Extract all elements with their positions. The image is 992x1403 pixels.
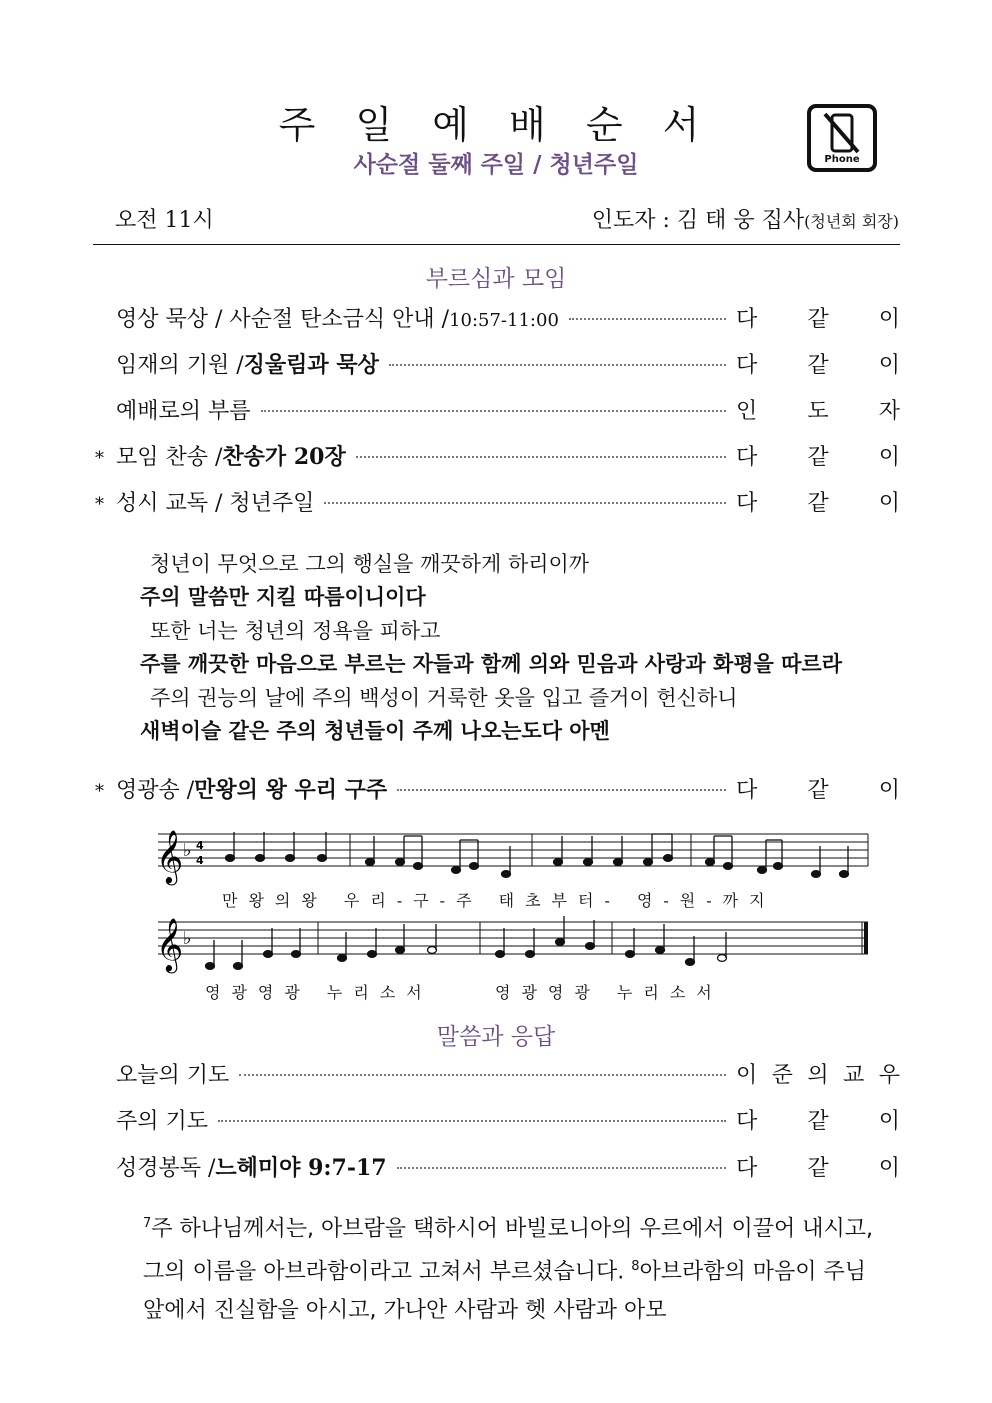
order-item <box>95 302 900 334</box>
verse-number: 8 <box>631 1259 640 1275</box>
order-item-performer: 다 같 이 <box>736 778 900 803</box>
leader-dots <box>397 1167 726 1169</box>
standing-mark: * <box>95 781 104 802</box>
treble-clef-icon: 𝄞 <box>156 829 184 883</box>
order-item-performer: 다 같 이 <box>736 491 900 516</box>
service-time: 오전 11시 <box>115 208 214 233</box>
svg-text:4: 4 <box>196 854 204 867</box>
order-item-performer: 인 도 자 <box>736 399 900 424</box>
order-item <box>95 348 900 380</box>
order-item-performer: 다 같 이 <box>736 1156 900 1181</box>
leader-name: 인도자 : 김 태 웅 집사 <box>591 208 805 233</box>
order-item-performer: 이 준 의 교 우 <box>736 1063 900 1088</box>
worship-leader <box>592 203 899 234</box>
verse-number: 7 <box>143 1216 152 1231</box>
reading-leader-line: 주의 권능의 날에 주의 백성이 거룩한 옷을 입고 즐거이 헌신하니 <box>150 686 738 710</box>
flat-icon: ♭ <box>183 840 192 861</box>
order-item <box>95 440 900 472</box>
leader-dots <box>218 1120 726 1122</box>
reading-leader-line: 청년이 무엇으로 그의 행실을 깨끗하게 하리이까 <box>150 552 590 576</box>
header-divider <box>93 244 900 245</box>
order-item-performer: 다 같 이 <box>736 1109 900 1134</box>
order-item <box>95 394 900 426</box>
order-item-title: 만왕의 왕 우리 구주 <box>194 777 388 803</box>
leader-note: (청년회 회장) <box>804 212 899 231</box>
leader-dots <box>356 456 726 458</box>
lyrics-line-2a: 영광영광 누리소서 <box>205 983 433 1002</box>
order-item-label: 영상 묵상 / 사순절 탄소금식 안내 / <box>116 307 450 332</box>
order-item <box>95 1058 900 1090</box>
page-subtitle: 사순절 둘째 주일 / 청년주일 <box>353 152 639 178</box>
scripture-text <box>143 1205 888 1330</box>
order-item-performer: 다 같 이 <box>736 353 900 378</box>
order-item-label: 모임 찬송 / <box>116 445 223 470</box>
order-item-time: 10:57-11:00 <box>449 310 559 331</box>
order-item-title: 느헤미야 9:7-17 <box>215 1155 387 1181</box>
order-item <box>95 1104 900 1136</box>
section-word: 말씀과 응답 <box>436 1024 556 1050</box>
leader-dots <box>239 1074 726 1076</box>
music-staff-2 <box>150 910 876 982</box>
leader-dots <box>389 364 726 366</box>
standing-mark: * <box>95 448 104 469</box>
leader-dots <box>397 789 726 791</box>
order-item <box>95 486 900 518</box>
lyrics-line-2b: 영광영광 누리소서 <box>495 983 723 1002</box>
treble-clef-icon: 𝄞 <box>156 917 184 971</box>
verse-text: 주 하나님께서는, 아브람을 택하시어 바빌로니아의 우르에서 이끌어 내시고, 그의 이름을 아브라함이라고 고쳐서 부르셨습니다. <box>143 1216 874 1285</box>
music-staff-1 <box>150 822 876 894</box>
order-item-label: 임재의 기원 / <box>116 353 244 378</box>
reading-leader-line: 또한 너는 청년의 정욕을 피하고 <box>150 619 441 643</box>
order-item-title: 찬송가 20장 <box>222 444 346 470</box>
order-item <box>95 1151 900 1183</box>
standing-mark: * <box>95 494 104 515</box>
page-title: 주 일 예 배 순 서 <box>278 103 714 147</box>
order-item-label: 주의 기도 <box>116 1109 209 1134</box>
order-item-label: 오늘의 기도 <box>116 1063 230 1088</box>
phone-off-icon <box>807 104 877 172</box>
leader-dots <box>569 318 726 320</box>
order-item-performer: 다 같 이 <box>736 445 900 470</box>
crossed-phone-icon <box>811 112 873 156</box>
reading-congregation-line: 새벽이슬 같은 주의 청년들이 주께 나오는도다 아멘 <box>140 719 610 743</box>
section-gathering: 부르심과 모임 <box>425 266 567 292</box>
reading-congregation-line: 주를 깨끗한 마음으로 부르는 자들과 함께 의와 믿음과 사랑과 화평을 따르라 <box>140 652 842 676</box>
order-item-title: 징울림과 묵상 <box>243 352 379 378</box>
flat-icon: ♭ <box>183 928 192 949</box>
order-item-label: 예배로의 부름 <box>116 399 251 424</box>
svg-text:4: 4 <box>196 839 204 852</box>
order-item-performer: 다 같 이 <box>736 307 900 332</box>
reading-congregation-line: 주의 말씀만 지킬 따름이니이다 <box>140 585 426 609</box>
order-item-label: 영광송 / <box>116 778 195 803</box>
leader-dots <box>324 502 726 504</box>
order-item-label: 성경봉독 / <box>116 1156 216 1181</box>
phone-label: Phone <box>824 154 860 165</box>
verse-text: 아브라함의 마음이 주님 앞에서 진실함을 아시고, 가나안 사람과 헷 사람과 아모 <box>143 1259 867 1323</box>
order-item-label: 성시 교독 / 청년주일 <box>116 491 315 516</box>
order-item <box>95 773 900 805</box>
leader-dots <box>261 410 726 412</box>
lyrics-line-1: 만왕의왕 우리-구-주 태초부터- 영-원-까지 <box>222 891 776 910</box>
